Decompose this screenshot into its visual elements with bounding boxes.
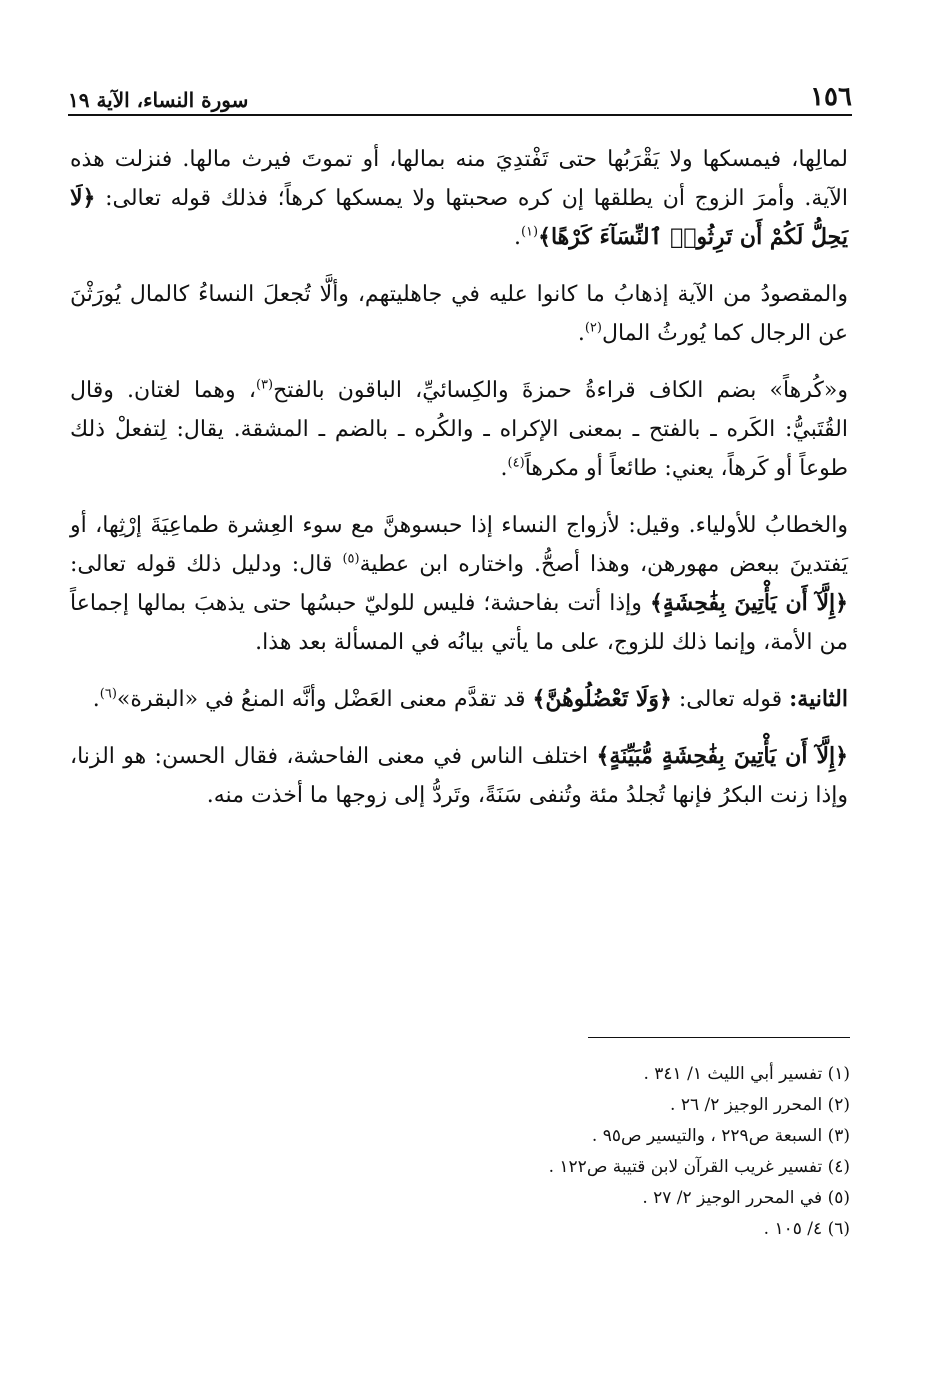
footnote-5: (٥) في المحرر الوجيز ٢/ ٢٧ . bbox=[642, 1188, 850, 1208]
section-keyword: الثانية: bbox=[789, 686, 848, 712]
footnote-ref: (٤) bbox=[507, 455, 525, 471]
footnote-1: (١) تفسير أبي الليث ١/ ٣٤١ . bbox=[643, 1064, 850, 1084]
paragraph-5: الثانية: قوله تعالى: ﴿وَلَا تَعْضُلُوهُنَّ﴾ قد تقدَّم معنى العَضْل وأنَّه المنعُ في «البقرة»$^{(٦)}$. bbox=[92, 686, 848, 712]
paragraph-2: والمقصودُ من الآية إذهابُ ما كانوا عليه في جاهليتهم، وألَّا تُجعلَ النساءُ كالمال يُورَثْنَ عن الرجال كما يُورثُ المال$^{(٢)}$. bbox=[70, 282, 848, 346]
quran-verse: ﴿إِلَّآ أَن يَأْتِينَ بِفَٰحِشَةٍ مُّبَيِّنَةٍ﴾ bbox=[596, 743, 848, 769]
paragraph-6: ﴿إِلَّآ أَن يَأْتِينَ بِفَٰحِشَةٍ مُّبَيِّنَةٍ﴾ اختلف الناس في معنى الفاحشة، فقال الحسن: هو الزنا، وإذا زنت البكرُ فإنها تُجلدُ مئة وتُنفى سَنَةً، وتَردُّ إلى زوجها ما أخذت منه. bbox=[70, 743, 848, 808]
footnote-ref: (٢) bbox=[584, 320, 602, 336]
quran-verse: ﴿لَا يَحِلُّ لَكُمْ أَن تَرِثُوا۟ ٱلنِّسَآءَ كَرْهًا﴾ bbox=[70, 185, 848, 250]
paragraph-4: والخطابُ للأولياء. وقيل: لأزواج النساء إذا حبسوهنَّ مع سوء العِشرة طماعِيَةَ إرْثِها، أو يَفتدينَ ببعض مهورهن، وهذا أصحُّ. واختاره ابن عطية$^{(٥)}$ قال: ودليل ذلك قوله تعالى: ﴿إِلَّآ أَن يَأْتِينَ بِفَٰحِشَةٍ﴾ وإذا أتت بفاحشة؛ فليس للوليّ حبسُها حتى يذهبَ بمالها إجماعاً من الأمة، وإنما ذلك للزوج، على ما يأتي بيانُه في المسألة بعد هذا. bbox=[70, 513, 848, 655]
footnote-4: (٤) تفسير غريب القرآن لابن قتيبة ص١٢٢ . bbox=[548, 1157, 850, 1177]
header-rule bbox=[68, 114, 852, 116]
footnote-ref: (٦) bbox=[99, 686, 117, 702]
footnotes bbox=[100, 1064, 850, 1250]
quran-verse: ﴿وَلَا تَعْضُلُوهُنَّ﴾ bbox=[532, 686, 672, 712]
page-header bbox=[68, 72, 852, 112]
main-text bbox=[70, 140, 848, 833]
paragraph-1: لمالِها، فيمسكها ولا يَقْرَبُها حتى تَفْتدِيَ منه بمالها، أو تموتَ فيرث مالها. فنزلت هذه الآية. وأمرَ الزوج أن يطلقها إن كره صحبتها ولا يمسكها كرهاً؛ فذلك قوله تعالى: ﴿لَا يَحِلُّ لَكُمْ أَن تَرِثُوا۟ ٱلنِّسَآءَ كَرْهًا﴾$^{(١)}$. bbox=[70, 147, 848, 250]
footnote-ref: (١) bbox=[520, 224, 539, 240]
running-title: سورة النساء، الآية ١٩ bbox=[68, 88, 249, 112]
footnote-3: (٣) السبعة ص٢٢٩ ، والتيسير ص٩٥ . bbox=[591, 1126, 850, 1146]
footnote-ref: (٥) bbox=[342, 551, 360, 567]
paragraph-3: و«كُرهاً» بضم الكاف قراءةُ حمزةَ والكِسائيِّ، الباقون بالفتح$^{(٣)}$، وهما لغتان. وقال القُتَبيُّ: الكَره ـ بالفتح ـ بمعنى الإكراه ـ والكُره ـ بالضم ـ المشقة. يقال: لِتفعلْ ذلك طوعاً أو كَرهاً، يعني: طائعاً أو مكرهاً$^{(٤)}$. bbox=[70, 377, 848, 481]
quran-verse: ﴿إِلَّآ أَن يَأْتِينَ بِفَٰحِشَةٍ﴾ bbox=[649, 590, 848, 616]
footnote-ref: (٣) bbox=[255, 377, 274, 393]
footnote-2: (٢) المحرر الوجيز ٢/ ٢٦ . bbox=[670, 1095, 850, 1115]
footnote-separator bbox=[588, 1037, 850, 1038]
footnote-6: (٦) ٤/ ١٠٥ . bbox=[763, 1219, 850, 1239]
page-number: ١٥٦ bbox=[810, 82, 852, 112]
